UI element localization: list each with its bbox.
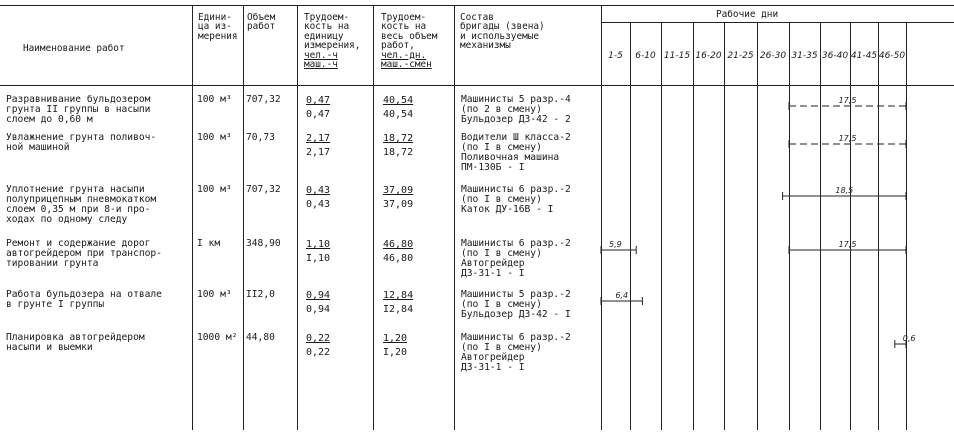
labor-total-bottom: 18,72 — [383, 147, 414, 158]
crew-composition: Машинисты 6 разр.-2 (по I в смену) Каток ДУ-16В - I — [461, 184, 571, 215]
labor-unit-bottom: 0,94 — [306, 304, 331, 315]
work-name: Планировка автогрейдером насыпи и выемки — [6, 332, 145, 353]
schedule-bar-label: 17,5 — [838, 96, 857, 105]
work-volume: 707,32 — [246, 184, 281, 195]
header-labor-total — [381, 13, 437, 69]
header-labor-per-unit-top: чел.-ч — [304, 49, 338, 61]
work-volume: 707,32 — [246, 94, 281, 105]
work-name: Уплотнение грунта насыпи полуприцепным пневмокатком слоем 0,35 м при 8-и про- ходах по одному следу — [6, 184, 157, 225]
day-column-label: 16-20 — [695, 51, 722, 61]
labor-unit-top: 1,10 — [306, 239, 331, 250]
labor-unit-bottom: 0,22 — [306, 347, 331, 358]
day-column-label: 31-35 — [791, 51, 818, 61]
labor-total-top: 18,72 — [383, 133, 414, 144]
labor-unit-bottom: 0,43 — [306, 199, 331, 210]
labor-unit-bottom: 0,47 — [306, 109, 331, 120]
day-column-label: 11-15 — [663, 51, 691, 61]
work-unit: 100 м³ — [197, 132, 232, 143]
header-work-days: Рабочие дни — [716, 9, 779, 20]
schedule-bar — [601, 291, 642, 305]
work-unit: I км — [197, 238, 221, 249]
work-name: Работа бульдозера на отвале в грунте I группы — [6, 289, 162, 310]
labor-total-top: 12,84 — [383, 290, 414, 301]
header-labor-per-unit-text: Трудоем- кость на единицу измерения, — [304, 12, 361, 52]
labor-unit-top: 0,22 — [306, 333, 331, 344]
work-unit: 100 м³ — [197, 184, 232, 195]
header-volume: Объем работ — [247, 12, 276, 33]
work-name: Ремонт и содержание дорог автогрейдером при транспор- тировании грунта — [6, 238, 162, 269]
labor-total-bottom: 40,54 — [383, 109, 414, 120]
labor-unit-top: 0,47 — [306, 95, 331, 106]
labor-total-bottom: I,20 — [383, 347, 408, 358]
header-labor-total-bottom: маш.-смен — [381, 59, 432, 71]
labor-total-bottom: 37,09 — [383, 199, 414, 210]
day-column-label: 41-45 — [850, 51, 878, 61]
header-labor-per-unit — [304, 13, 360, 69]
schedule-bar-label: 18,5 — [835, 186, 854, 195]
schedule-bar — [895, 334, 916, 348]
labor-total-top: 40,54 — [383, 95, 414, 106]
day-column-label: 21-25 — [727, 51, 754, 61]
crew-composition: Машинисты 5 разр.-2 (по I в смену) Бульдозер ДЗ-42 - I — [461, 289, 571, 320]
header-name-of-work: Наименование работ — [23, 43, 125, 54]
work-volume: 348,90 — [246, 238, 281, 249]
schedule-bar-label: 0,6 — [902, 334, 916, 343]
day-column-label: 1-5 — [608, 51, 623, 61]
crew-composition: Машинисты 6 разр.-2 (по I в смену) Автогрейдер ДЗ-31-1 - I — [461, 332, 571, 373]
labor-unit-top: 2,17 — [306, 133, 331, 144]
work-name: Разравнивание бульдозером грунта II группы в насыпи слоем до 0,60 м — [6, 94, 151, 125]
work-volume: 44,80 — [246, 332, 275, 343]
work-name: Увлажнение грунта поливоч- ной машиной — [6, 132, 157, 153]
labor-total-bottom: 46,80 — [383, 253, 414, 264]
labor-unit-top: 0,94 — [306, 290, 331, 301]
day-column-label: 46-50 — [878, 51, 906, 61]
schedule-bar — [783, 186, 906, 200]
work-volume: II2,0 — [246, 289, 275, 300]
labor-total-bottom: I2,84 — [383, 304, 414, 315]
day-column-label: 26-30 — [759, 51, 787, 61]
schedule-bar-label: 5,9 — [609, 240, 622, 249]
crew-composition: Машинисты 6 разр.-2 (по I в смену) Автогрейдер ДЗ-31-1 - I — [461, 238, 571, 279]
header-unit: Едини- ца из- мерения — [198, 12, 238, 42]
work-unit: 1000 м² — [197, 332, 238, 343]
day-column-label: 6-10 — [635, 51, 656, 61]
header-labor-total-top: чел.-дн. — [381, 49, 427, 61]
crew-composition: Водители Ш класса-2 (по I в смену) Поливочная машина ПМ-130Б - I — [461, 132, 571, 173]
labor-unit-top: 0,43 — [306, 185, 331, 196]
header-labor-total-text: Трудоем- кость на весь объем работ, — [381, 12, 438, 52]
schedule-bar — [789, 96, 906, 110]
labor-unit-bottom: I,10 — [306, 253, 331, 264]
schedule-bar-label: 17,5 — [838, 240, 857, 249]
header-crew: Состав бригады (звена) и используемые механизмы — [460, 12, 545, 52]
work-unit: 100 м³ — [197, 94, 232, 105]
labor-total-top: 37,09 — [383, 185, 414, 196]
schedule-bar-label: 17,5 — [838, 134, 857, 143]
schedule-bar — [789, 240, 906, 254]
work-unit: 100 м³ — [197, 289, 232, 300]
crew-composition: Машинисты 5 разр.-4 (по 2 в смену) Бульдозер ДЗ-42 - 2 — [461, 94, 571, 125]
header-labor-per-unit-bottom: маш.-ч — [304, 59, 338, 71]
labor-unit-bottom: 2,17 — [306, 147, 331, 158]
day-column-label: 36-40 — [821, 51, 849, 61]
schedule-bar — [789, 134, 906, 148]
labor-total-top: 46,80 — [383, 239, 414, 250]
labor-total-top: 1,20 — [383, 333, 408, 344]
work-volume: 70,73 — [246, 132, 275, 143]
schedule-bar-label: 6,4 — [615, 291, 629, 300]
